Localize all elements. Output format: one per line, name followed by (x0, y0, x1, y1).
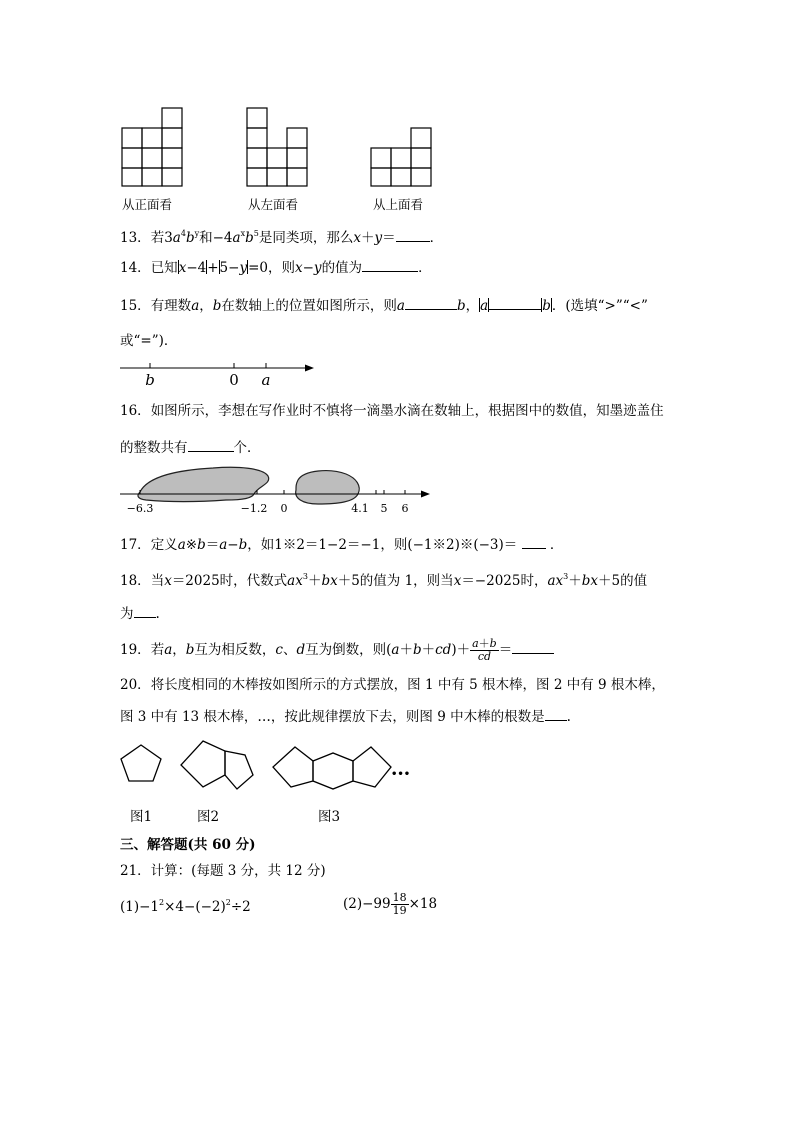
fig3-caption: 图3 (318, 809, 341, 825)
front-view-grid (122, 108, 182, 186)
fig2-pentagon-left (181, 741, 225, 787)
answer-blank-20[interactable] (545, 707, 567, 721)
label-zero: 0 (229, 371, 239, 388)
question-20: 20．将长度相同的木棒按如图所示的方式摆放，图 1 中有 5 根木棒，图 2 中有 9 根木棒， (120, 677, 665, 693)
question-17: 17．定义a※b＝a−b，如1※2＝1−2＝−1，则(−1※2)※(−3)＝ ． (120, 537, 564, 553)
question-13: 13．若$3a^4b^y$和$-4a^xb^5$是同类项，那么x＋y＝ ． (120, 229, 444, 246)
left-view-caption: 从左面看 (248, 197, 299, 212)
left-view-grid (247, 108, 307, 186)
top-view-grid (371, 128, 431, 186)
answer-blank-15b[interactable] (489, 296, 541, 310)
question-21-title: 21．计算：(每题 3 分，共 12 分) (120, 863, 326, 879)
svg-text:5: 5 (380, 502, 388, 515)
answer-blank-13[interactable] (396, 228, 430, 242)
question-20-line2: 图 3 中有 13 根木棒，…，按此规律摆放下去，则图 9 中木棒的根数是 . (120, 709, 571, 725)
answer-blank-17[interactable] (522, 535, 546, 549)
fig1-pentagon (121, 745, 161, 781)
question-15: 15．有理数a，b在数轴上的位置如图所示，则a b，a b．(选填“>”“<” (120, 298, 648, 314)
label-a: a (261, 371, 271, 388)
continuation-dots: ••• (391, 769, 411, 780)
fig2-pentagon-right (225, 751, 253, 789)
question-14: 14．已知x−4+5−y=0，则x−y的值为 ． (120, 260, 432, 276)
top-view-caption: 从上面看 (373, 197, 424, 212)
question-18: 18．当x＝2025时，代数式$ax^3+bx+5$的值为 1，则当x＝−2025时，$ax^3+bx+5$的值 (120, 572, 648, 589)
fig3-pentagon-mid (313, 753, 353, 789)
number-line-15 (118, 358, 318, 388)
ink-blot-left (138, 467, 269, 501)
svg-text:−6.3: −6.3 (126, 502, 154, 515)
answer-blank-18[interactable] (134, 604, 156, 618)
answer-blank-15a[interactable] (405, 296, 457, 310)
pentagon-figures (115, 735, 415, 795)
fig2-caption: 图2 (197, 809, 220, 825)
question-16-line2: 的整数共有 个． (120, 440, 261, 456)
svg-text:−1.2: −1.2 (240, 502, 268, 515)
question-21-part2: (2)−99 $\frac{18}{19}$ ×18 (343, 891, 438, 917)
number-line-16-ink (118, 462, 438, 518)
svg-text:4.1: 4.1 (351, 502, 369, 515)
question-21-part1: $(1)-1^2\times 4-(-2)^2\div 2$ (120, 898, 251, 915)
answer-blank-19[interactable] (512, 640, 554, 654)
question-18-line2: 为 . (120, 606, 160, 622)
svg-text:0: 0 (280, 502, 288, 515)
section-3-title: 三、解答题(共 60 分) (120, 837, 256, 853)
three-view-figures (115, 100, 445, 190)
svg-text:6: 6 (401, 502, 409, 515)
fig3-pentagon-right (353, 747, 391, 787)
fig3-pentagon-left (273, 747, 313, 787)
question-15-line2: 或“=”)． (120, 333, 178, 349)
fig1-caption: 图1 (130, 809, 153, 825)
answer-blank-14[interactable] (362, 258, 418, 272)
front-view-caption: 从正面看 (122, 197, 173, 212)
question-16: 16．如图所示，李想在写作业时不慎将一滴墨水滴在数轴上，根据图中的数值，知墨迹盖住 (120, 403, 664, 419)
label-b: b (145, 371, 155, 388)
answer-blank-16[interactable] (188, 438, 234, 452)
question-19: 19．若a，b互为相反数，c、d互为倒数，则(a＋b＋cd)＋ $\frac{a+b}{cd}$ ＝ (120, 638, 554, 663)
ink-blot-right (296, 471, 360, 504)
